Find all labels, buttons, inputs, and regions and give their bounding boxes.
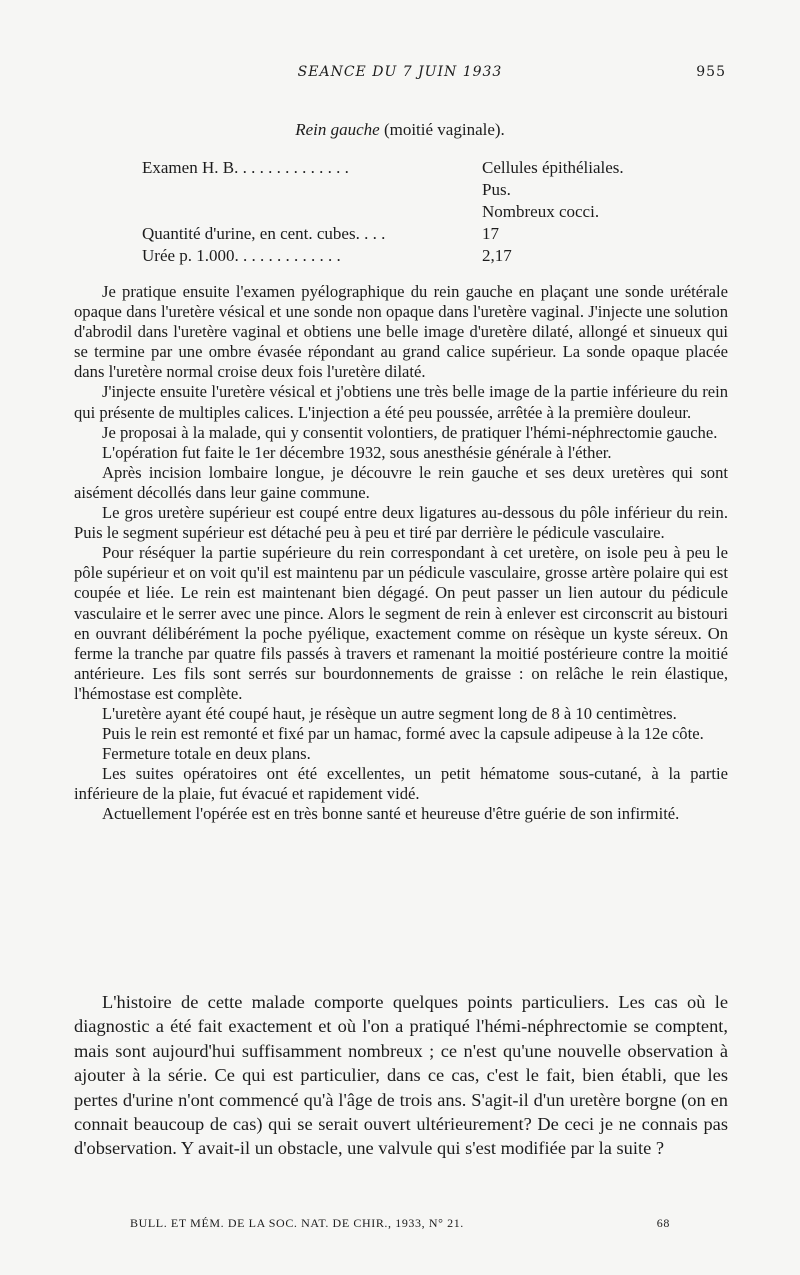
result-value: Cellules épithéliales. — [482, 158, 624, 177]
footer-citation: BULL. ET MÉM. DE LA SOC. NAT. DE CHIR., 1933, N° 21. — [130, 1216, 464, 1230]
result-value: 2,17 — [482, 246, 512, 265]
paragraph: Fermeture totale en deux plans. — [102, 744, 311, 764]
sheet-number: 68 — [656, 1216, 670, 1230]
result-row — [142, 179, 662, 201]
section-subtitle — [0, 120, 800, 140]
subtitle-italic: Rein gauche — [295, 120, 380, 139]
result-row — [142, 157, 662, 179]
commentary-text — [74, 990, 728, 1161]
running-header — [74, 64, 726, 86]
paragraph: Les suites opératoires ont été excellentes, un petit hématome sous-cutané, à la partie inférieure de la plaie, fut évacué et rapidement vidé. — [74, 764, 728, 804]
paragraph: Pour réséquer la partie supérieure du rein correspondant à cet uretère, on isole peu à peu le pôle supérieur et on voit qu'il est maintenu par un pédicule vasculaire, grosse artère polaire qui est coupée et liée. Le rein est maintenant bien dégagé. On peut passer un lien autour du pédicule vasculaire et le serrer avec une pince. Alors le segment de rein à enlever est circonscrit au bistouri en ouvrant délibérément la poche pyélique, exactement comme on résèque un kyste séreux. On ferme la tranche par quatre fils passés à travers et ramenant la moitié postérieure contre la moitié antérieure. Les fils sont serrés sur bourdonnements de graisse : on relâche le rein élastique, l'hémostase est complète. — [74, 543, 728, 703]
result-value: Pus. — [482, 180, 511, 199]
paragraph: L'uretère ayant été coupé haut, je résèque un autre segment long de 8 à 10 centimètres. — [102, 703, 677, 723]
page-number: 955 — [696, 64, 726, 80]
paragraph: Puis le rein est remonté et fixé par un hamac, formé avec la capsule adipeuse à la 12e côte. — [102, 724, 704, 744]
commentary-paragraph: L'histoire de cette malade comporte quelques points particuliers. Les cas où le diagnostic a été fait exactement et où l'on a pratiqué l'hémi-néphrectomie se comptent, mais sont aujourd'hui suffisamment nombreux ; ce n'est qu'une nouvelle observation à ajouter à la série. Ce qui est particulier, dans ce cas, c'est le fait, bien établi, que les pertes d'urine n'ont commencé qu'à l'âge de trois ans. S'agit-il d'un uretère borgne (on en connait beaucoup de cas) qui se serait ouvert ultérieurement? De ceci je ne connais pas d'observation. Y avait-il un obstacle, une valvule qui s'est modifiée par la suite ? — [74, 992, 728, 1159]
result-row — [142, 245, 662, 267]
result-label: Urée p. 1.000. . . . . . . . . . . . . — [142, 246, 341, 265]
result-label: Quantité d'urine, en cent. cubes. . . . — [142, 224, 386, 243]
paragraph: Le gros uretère supérieur est coupé entre deux ligatures au-dessous du pôle inférieur du rein. Puis le segment supérieur est détaché peu à peu et tiré par derrière le pédicule vasculaire. — [74, 503, 728, 543]
paragraph: J'injecte ensuite l'uretère vésical et j'obtiens une très belle image de la partie inférieure du rein qui présente de multiples calices. L'injection a été peu poussée, arrêtée à la première douleur. — [74, 382, 728, 422]
page-footer — [130, 1216, 670, 1236]
subtitle-rest: (moitié vaginale). — [383, 120, 505, 139]
case-report-text — [74, 282, 728, 825]
result-value: 17 — [482, 224, 499, 243]
result-row — [142, 223, 662, 245]
paragraph: L'opération fut faite le 1er décembre 1932, sous anesthésie générale à l'éther. — [102, 442, 612, 462]
lab-results — [142, 157, 662, 267]
running-title: SEANCE DU 7 JUIN 1933 — [297, 64, 503, 80]
paragraph: Je proposai à la malade, qui y consentit volontiers, de pratiquer l'hémi-néphrectomie gauche. — [102, 422, 718, 442]
paragraph: Je pratique ensuite l'examen pyélographique du rein gauche en plaçant une sonde urétérale opaque dans l'uretère vésical et une sonde non opaque dans l'uretère vaginal. J'injecte une solution d'abrodil dans l'uretère vaginal et obtiens une belle image d'uretère dilaté, allongé et sinueux qui se termine par une ombre évasée répondant au grand calice supérieur. La sonde opaque placée dans l'uretère normal croise deux fois l'uretère dilaté. — [74, 282, 728, 382]
paragraph: Après incision lombaire longue, je découvre le rein gauche et ses deux uretères qui sont aisément décollés dans leur gaine commune. — [74, 462, 728, 502]
result-row — [142, 201, 662, 223]
result-label: Examen H. B. . . . . . . . . . . . . . — [142, 158, 349, 177]
paragraph: Actuellement l'opérée est en très bonne santé et heureuse d'être guérie de son infirmité. — [102, 804, 680, 824]
result-value: Nombreux cocci. — [482, 202, 600, 221]
